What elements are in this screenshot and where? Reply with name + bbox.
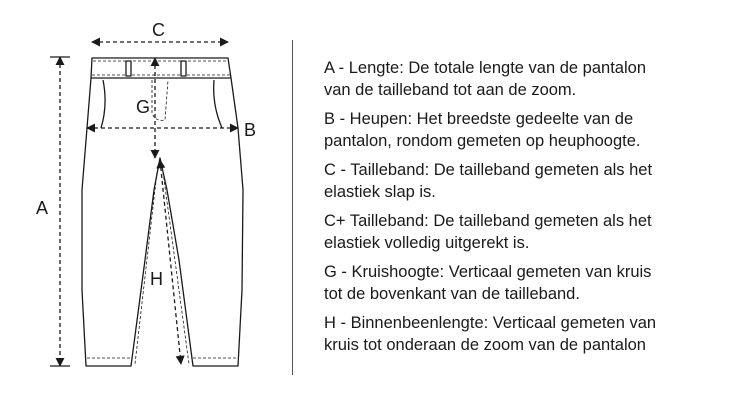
legend-item-a-line1: A - Lengte: De totale lengte van de pantalon — [324, 59, 646, 77]
legend-item-c — [324, 160, 724, 203]
legend-item-h-line1: H - Binnenbeenlengte: Verticaal gemeten van — [324, 314, 657, 332]
label-c: C — [152, 20, 165, 40]
trousers-body — [82, 58, 243, 366]
belt-loop-left — [126, 61, 131, 76]
legend-item-g-line2: tot de bovenkant van de tailleband. — [324, 284, 580, 303]
legend-item-a-line2: van de tailleband tot aan de zoom. — [324, 80, 577, 99]
belt-loop-center — [181, 61, 186, 76]
legend-item-c-plus-line2: elastiek volledig uitgerekt is. — [324, 233, 530, 252]
legend-item-c-line1: C - Tailleband: De tailleband gemeten als het — [324, 161, 653, 179]
measurement-legend — [324, 58, 724, 364]
legend-item-c-line2: elastiek slap is. — [324, 182, 436, 201]
label-a: A — [36, 198, 49, 218]
legend-item-g-line1: G - Kruishoogte: Verticaal gemeten van kruis — [324, 263, 652, 281]
legend-item-h-line2: kruis tot onderaan de zoom van de pantalon — [324, 335, 646, 354]
legend-item-b-line1: B - Heupen: Het breedste gedeelte van de — [324, 110, 634, 128]
legend-item-a — [324, 58, 724, 101]
label-b: B — [244, 120, 257, 140]
legend-item-b — [324, 109, 724, 152]
legend-item-h — [324, 313, 724, 356]
label-h: H — [150, 269, 163, 289]
legend-item-c-plus-line1: C+ Tailleband: De tailleband gemeten als het — [324, 212, 652, 230]
legend-item-b-line2: pantalon, rondom gemeten op heuphoogte. — [324, 131, 641, 150]
vertical-divider — [292, 40, 293, 375]
label-g: G — [136, 97, 151, 117]
trousers-measurement-diagram — [0, 0, 290, 400]
trousers-outline — [82, 58, 243, 366]
legend-item-c-plus — [324, 211, 724, 254]
trousers-illustration — [0, 0, 290, 400]
legend-item-g — [324, 262, 724, 305]
